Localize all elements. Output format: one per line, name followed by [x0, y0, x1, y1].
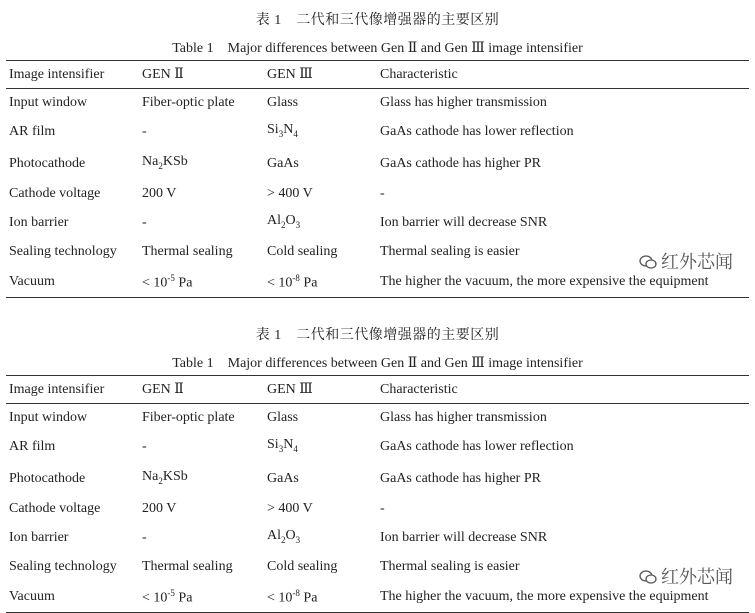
row-item: AR film	[9, 439, 56, 455]
row-gen3: Glass	[267, 95, 299, 110]
row-gen3: > 400 V	[267, 500, 313, 516]
table-header-row	[6, 61, 749, 89]
row-characteristic: Thermal sealing is easier	[380, 244, 520, 260]
row-gen3: Cold sealing	[267, 559, 338, 575]
comparison-table	[6, 60, 749, 298]
table-row	[6, 180, 749, 207]
watermark: 红外芯闻	[639, 248, 733, 274]
header-image-intensifier: Image intensifier	[9, 67, 105, 82]
row-item: Photocathode	[9, 156, 86, 172]
table-row	[6, 495, 749, 522]
wechat-icon	[639, 570, 657, 584]
table-row	[6, 89, 749, 117]
row-gen3: Glass	[267, 410, 299, 425]
row-characteristic: The higher the vacuum, the more expensive the equipment	[380, 588, 709, 604]
table-row	[6, 431, 749, 463]
row-gen3: GaAs	[267, 471, 299, 487]
row-item: Sealing technology	[9, 559, 117, 575]
row-gen2: -	[142, 439, 147, 455]
row-gen2: < $10^{-5}$ Pa	[142, 588, 193, 607]
row-characteristic: Thermal sealing is easier	[380, 559, 520, 575]
table-row	[6, 553, 749, 580]
row-gen3: $Si_3N_4$	[267, 437, 298, 454]
row-characteristic: The higher the vacuum, the more expensive the equipment	[380, 273, 709, 289]
row-characteristic: Ion barrier will decrease SNR	[380, 529, 548, 545]
row-gen2: $Na_2KSb$	[142, 468, 188, 486]
header-characteristic: Characteristic	[380, 67, 458, 82]
row-item: Input window	[9, 95, 88, 110]
row-gen2: Fiber-optic plate	[142, 95, 235, 110]
row-item: Cathode voltage	[9, 500, 101, 516]
row-item: Input window	[9, 410, 88, 425]
row-gen2: -	[142, 529, 147, 545]
table-row	[6, 207, 749, 239]
row-gen2: 200 V	[142, 500, 177, 516]
table-row	[6, 148, 749, 180]
table-row	[6, 116, 749, 148]
table-caption-chinese: 表 1 二代和三代像增强器的主要区别	[255, 328, 500, 343]
table-row	[6, 463, 749, 495]
row-gen3: $Al_2O_3$	[267, 212, 301, 230]
table-header-row	[6, 376, 749, 404]
header-gen2: GEN Ⅱ	[142, 382, 184, 397]
row-item: Ion barrier	[9, 529, 69, 545]
table-row	[6, 404, 749, 432]
row-item: Ion barrier	[9, 214, 69, 230]
row-gen3: Cold sealing	[267, 244, 338, 260]
row-characteristic: GaAs cathode has lower reflection	[380, 439, 574, 455]
row-gen2: Thermal sealing	[142, 244, 233, 260]
table-caption-english: Table 1 Major differences between Gen Ⅱ and Gen Ⅲ image intensifier	[172, 356, 583, 371]
header-image-intensifier: Image intensifier	[9, 382, 105, 397]
header-gen3: GEN Ⅲ	[267, 67, 313, 82]
row-characteristic: -	[380, 500, 385, 516]
row-characteristic: Glass has higher transmission	[380, 95, 547, 110]
table-row	[6, 265, 749, 297]
row-characteristic: GaAs cathode has higher PR	[380, 471, 541, 487]
row-gen3: $Al_2O_3$	[267, 527, 301, 545]
row-characteristic: GaAs cathode has higher PR	[380, 156, 541, 172]
row-gen3: $Si_3N_4$	[267, 122, 298, 139]
row-item: Sealing technology	[9, 244, 117, 260]
row-gen2: -	[142, 214, 147, 230]
row-item: AR film	[9, 124, 56, 140]
table-caption-english: Table 1 Major differences between Gen Ⅱ and Gen Ⅲ image intensifier	[172, 41, 583, 56]
table-row	[6, 238, 749, 265]
header-gen3: GEN Ⅲ	[267, 382, 313, 397]
watermark: 红外芯闻	[639, 563, 733, 589]
row-item: Cathode voltage	[9, 185, 101, 201]
row-item: Vacuum	[9, 588, 55, 604]
row-characteristic: Glass has higher transmission	[380, 410, 547, 425]
row-gen2: $Na_2KSb$	[142, 153, 188, 171]
row-gen3: GaAs	[267, 156, 299, 172]
table-row	[6, 522, 749, 554]
row-gen3: > 400 V	[267, 185, 313, 201]
row-gen2: 200 V	[142, 185, 177, 201]
header-characteristic: Characteristic	[380, 382, 458, 397]
row-characteristic: GaAs cathode has lower reflection	[380, 124, 574, 140]
comparison-table	[6, 375, 749, 613]
row-characteristic: -	[380, 185, 385, 201]
row-item: Vacuum	[9, 273, 55, 289]
row-gen3: < $10^{-8}$ Pa	[267, 588, 318, 607]
table-caption-chinese: 表 1 二代和三代像增强器的主要区别	[255, 13, 500, 28]
row-gen2: < $10^{-5}$ Pa	[142, 273, 193, 292]
row-gen2: Thermal sealing	[142, 559, 233, 575]
wechat-icon	[639, 255, 657, 269]
row-item: Photocathode	[9, 471, 86, 487]
header-gen2: GEN Ⅱ	[142, 67, 184, 82]
row-gen3: < $10^{-8}$ Pa	[267, 273, 318, 292]
row-characteristic: Ion barrier will decrease SNR	[380, 214, 548, 230]
row-gen2: Fiber-optic plate	[142, 410, 235, 425]
row-gen2: -	[142, 124, 147, 140]
